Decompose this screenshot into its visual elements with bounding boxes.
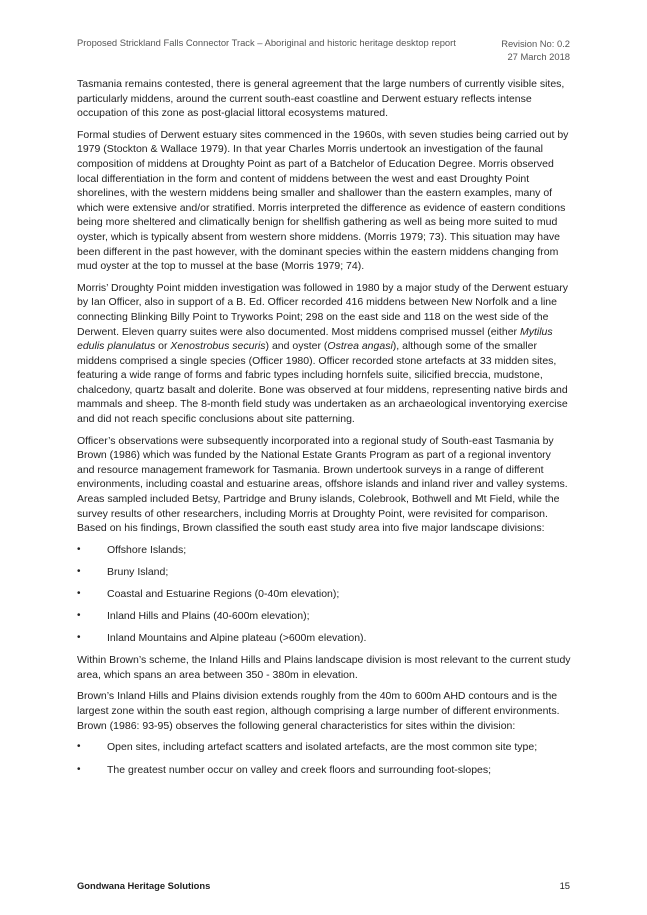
- list-item: • The greatest number occur on valley and creek floors and surrounding foot-slopes;: [77, 763, 492, 776]
- species-xenostrobus: Xenostrobus securis: [170, 340, 266, 353]
- body-content: [77, 77, 571, 785]
- list-item: • Offshore Islands;: [77, 543, 187, 556]
- paragraph-6: Brown’s Inland Hills and Plains division extends roughly from the 40m to 600m AHD contours and is the largest zone within the south east region, although comprising a large number of different environments. Brown (1986: 93-95) observes the following general characteristics for sites within the division:: [77, 690, 560, 732]
- revision-date: 27 March 2018: [507, 51, 570, 62]
- list-item: • Inland Hills and Plains (40-600m elevation);: [77, 610, 310, 623]
- paragraph-3-text-b: or: [155, 340, 171, 353]
- page-number: 15: [559, 880, 570, 891]
- bullet-icon: •: [77, 543, 81, 555]
- landscape-divisions-list: [77, 543, 571, 646]
- revision-number: Revision No: 0.2: [501, 38, 570, 49]
- bullet-icon: •: [77, 588, 81, 599]
- species-mytilus: Mytilus edulis planulatus: [77, 325, 553, 353]
- paragraph-3: [77, 281, 571, 427]
- paragraph-3-text-a: Morris’ Droughty Point midden investigation was followed in 1980 by a major study of the Derwent estuary by Ian Officer, also in support of a B. Ed. Officer recorded 416 middens between New Norfolk and a line connecting Blinking Billy Point to Tryworks Point; 298 on the east side and 118 on the west side of the Derwent. Eleven quarry suites were also documented. Most middens comprised mussel (either: [77, 281, 569, 338]
- paragraph-5: Within Brown’s scheme, the Inland Hills and Plains landscape division is most relevant to the current study area, which spans an area between 350 - 380m in elevation.: [77, 654, 571, 681]
- site-characteristics-list: [77, 740, 571, 777]
- organisation-name: Gondwana Heritage Solutions: [77, 880, 211, 891]
- paragraph-3-text-d: ), although some of the smaller middens comprised a single species (Officer 1980). Officer recorded stone artefacts at 33 midden sites, featuring a wide range of forms and fabric types including hornfels suite, silicified breccia, mudstone, chalcedony, quartz basalt and dolerite. Bone was observed at four middens, representing native birds and mammals and sheep. The 8-month field study was undertaken as an archaeological inventorying exercise and did not reach specific conclusions about site patterning.: [77, 340, 568, 426]
- bullet-icon: •: [77, 565, 81, 577]
- bullet-icon: •: [77, 632, 81, 644]
- list-item: • Open sites, including artefact scatters and isolated artefacts, are the most common site type;: [77, 741, 538, 754]
- list-item: • Coastal and Estuarine Regions (0-40m elevation);: [77, 588, 340, 600]
- document-title: Proposed Strickland Falls Connector Track – Aboriginal and historic heritage desktop report: [77, 37, 456, 48]
- revision-block: [501, 37, 570, 63]
- bullet-icon: •: [77, 610, 81, 622]
- list-item: • Bruny Island;: [77, 565, 169, 578]
- bullet-icon: •: [77, 763, 81, 775]
- list-item: • Inland Mountains and Alpine plateau (>600m elevation).: [77, 632, 367, 645]
- species-ostrea: Ostrea angasi: [327, 340, 393, 353]
- paragraph-4: Officer’s observations were subsequently incorporated into a regional study of South-east Tasmania by Brown (1986) which was funded by the National Estate Grants Program as part of a regional inventory and resource management framework for Tasmania. Brown undertook surveys in a range of different environments, including coastal and estuarine areas, offshore islands and inland river and valley systems. Areas sampled included Betsy, Partridge and Bruny islands, Colebrook, Bothwell and Mt Field, while the survey results of other researchers, including Morris at Droughty Point, were revisited for comparison. Based on his findings, Brown classified the south east study area into five major landscape divisions:: [77, 434, 568, 535]
- paragraph-2: Formal studies of Derwent estuary sites commenced in the 1960s, with seven studies being carried out by 1979 (Stockton & Wallace 1979). In that year Charles Morris undertook an investigation of the faunal composition of middens at Droughty Point as part of a Batchelor of Education Degree. Morris observed local differentiation in the form and content of middens between the west and east Droughty Point shorelines, with the western middens being smaller and shallower than the eastern examples, many of which were extensive and/or stratified. Morris interpreted the difference as evidence of eastern conditions being more sheltered and climatically benign for shellfish gathering as well as being more suited to mud oyster, which is typically absent from western shore middens. (Morris 1979; 73). This situation may have been different in the past however, with the dominant species within the eastern middens changing from mud oyster at the top to mussel at the base (Morris 1979; 74).: [77, 128, 569, 273]
- bullet-icon: •: [77, 741, 81, 753]
- paragraph-1: Tasmania remains contested, there is general agreement that the large numbers of currently visible sites, particularly middens, around the current south-east coastline and Derwent estuary reflects intense occupation of this zone as post-glacial littoral ecosystems matured.: [77, 78, 565, 120]
- paragraph-3-text-c: ) and oyster (: [265, 340, 328, 353]
